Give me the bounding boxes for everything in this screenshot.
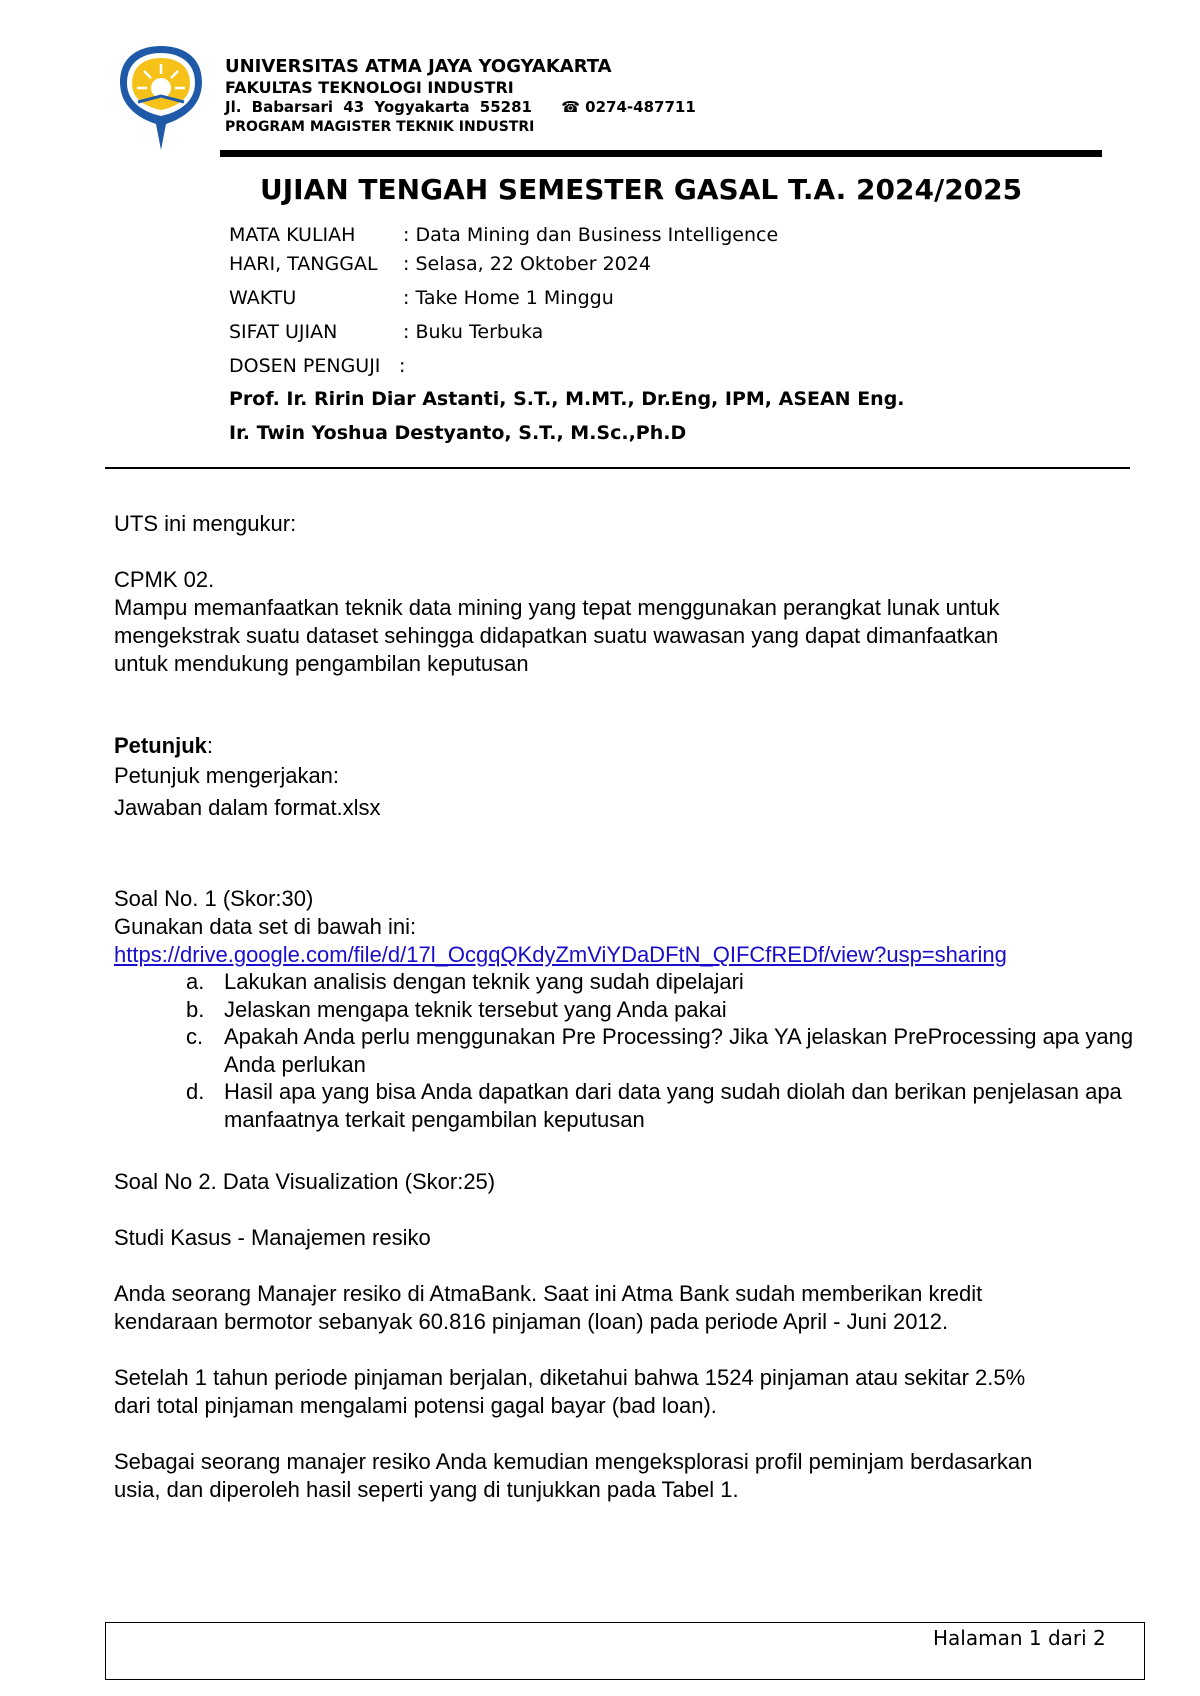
text-line: kendaraan bermotor sebanyak 60.816 pinjaman (loan) pada periode April - Juni 2012. xyxy=(114,1309,949,1334)
cpmk-description xyxy=(114,594,999,678)
list-marker: a. xyxy=(186,969,205,994)
program-name: PROGRAM MAGISTER TEKNIK INDUSTRI xyxy=(225,119,535,135)
list-marker: d. xyxy=(186,1079,205,1104)
soal1-intro: Gunakan data set di bawah ini: xyxy=(114,914,417,939)
intro-text: UTS ini mengukur: xyxy=(114,511,297,536)
section-rule xyxy=(105,467,1130,469)
info-value: : Buku Terbuka xyxy=(403,321,544,343)
petunjuk-heading xyxy=(114,732,213,760)
phone-icon: ☎ xyxy=(561,98,580,116)
text-line: Sebagai seorang manajer resiko Anda kemudian mengeksplorasi profil peminjam berdasarkan xyxy=(114,1449,1033,1474)
info-value: : xyxy=(399,355,406,377)
list-text: Jelaskan mengapa teknik tersebut yang Anda pakai xyxy=(224,996,727,1022)
list-item xyxy=(186,1078,1146,1133)
text-line: Anda seorang Manajer resiko di AtmaBank. Saat ini Atma Bank sudah memberikan kredit xyxy=(114,1281,983,1306)
info-label: DOSEN PENGUJI xyxy=(229,355,381,377)
exam-title: UJIAN TENGAH SEMESTER GASAL T.A. 2024/2025 xyxy=(260,173,1023,206)
text-line: dari total pinjaman mengalami potensi gagal bayar (bad loan). xyxy=(114,1393,717,1418)
list-text: Lakukan analisis dengan teknik yang sudah dipelajari xyxy=(224,969,744,994)
list-marker: c. xyxy=(186,1024,204,1049)
petunjuk-line: Jawaban dalam format.xlsx xyxy=(114,795,381,820)
info-value: : Take Home 1 Minggu xyxy=(403,287,614,309)
info-value: : Data Mining dan Business Intelligence xyxy=(403,224,779,246)
info-label: SIFAT UJIAN xyxy=(229,321,338,343)
info-value: : Selasa, 22 Oktober 2024 xyxy=(403,253,651,275)
address-line xyxy=(225,100,696,115)
exam-info xyxy=(229,226,1109,456)
list-item xyxy=(186,1023,1146,1078)
text-line: untuk mendukung pengambilan keputusan xyxy=(114,651,529,676)
list-item xyxy=(186,996,1146,1024)
phone-number: 0274-487711 xyxy=(585,98,696,116)
university-logo xyxy=(116,44,206,152)
info-label: HARI, TANGGAL xyxy=(229,253,378,275)
dataset-link[interactable]: https://drive.google.com/file/d/17l_OcgqQKdyZmViYDaDFtN_QIFCfREDf/view?usp=sharing xyxy=(114,942,1007,967)
header-rule xyxy=(220,150,1102,157)
text-line: usia, dan diperoleh hasil seperti yang di tunjukkan pada Tabel 1. xyxy=(114,1477,739,1502)
petunjuk-line: Petunjuk mengerjakan: xyxy=(114,763,340,788)
info-label: WAKTU xyxy=(229,287,297,309)
info-label: MATA KULIAH xyxy=(229,224,356,246)
soal1-title: Soal No. 1 (Skor:30) xyxy=(114,886,314,911)
text-line: Mampu memanfaatkan teknik data mining yang tepat menggunakan perangkat lunak untuk xyxy=(114,595,1000,620)
paragraph xyxy=(114,1448,1032,1504)
paragraph xyxy=(114,1364,1025,1420)
list-text: Apakah Anda perlu menggunakan Pre Processing? Jika YA jelaskan PreProcessing apa yang Anda perlukan xyxy=(224,1024,1134,1077)
studi-kasus: Studi Kasus - Manajemen resiko xyxy=(114,1225,431,1250)
address-text: Jl. Babarsari 43 Yogyakarta 55281 xyxy=(225,98,532,116)
page-number: Halaman 1 dari 2 xyxy=(933,1626,1106,1650)
faculty-name: FAKULTAS TEKNOLOGI INDUSTRI xyxy=(225,78,514,97)
lecturer-name: Prof. Ir. Ririn Diar Astanti, S.T., M.MT., Dr.Eng, IPM, ASEAN Eng. xyxy=(229,388,905,410)
petunjuk-colon: : xyxy=(206,733,214,758)
soal1-task-list xyxy=(186,968,1146,1133)
university-name: UNIVERSITAS ATMA JAYA YOGYAKARTA xyxy=(225,56,612,77)
text-line: mengekstrak suatu dataset sehingga didapatkan suatu wawasan yang dapat dimanfaatkan xyxy=(114,623,999,648)
soal2-title: Soal No 2. Data Visualization (Skor:25) xyxy=(114,1169,496,1194)
text-line: Setelah 1 tahun periode pinjaman berjalan, diketahui bahwa 1524 pinjaman atau sekitar 2.5% xyxy=(114,1365,1026,1390)
list-text: Hasil apa yang bisa Anda dapatkan dari data yang sudah diolah dan berikan penjelasan apa manfaatnya terkait pengambilan keputusan xyxy=(224,1079,1122,1132)
petunjuk-label: Petunjuk xyxy=(114,733,207,758)
lecturer-name: Ir. Twin Yoshua Destyanto, S.T., M.Sc.,Ph.D xyxy=(229,422,687,444)
paragraph xyxy=(114,1280,982,1336)
list-marker: b. xyxy=(186,996,205,1022)
cpmk-title: CPMK 02. xyxy=(114,567,215,592)
list-item xyxy=(186,968,1146,996)
